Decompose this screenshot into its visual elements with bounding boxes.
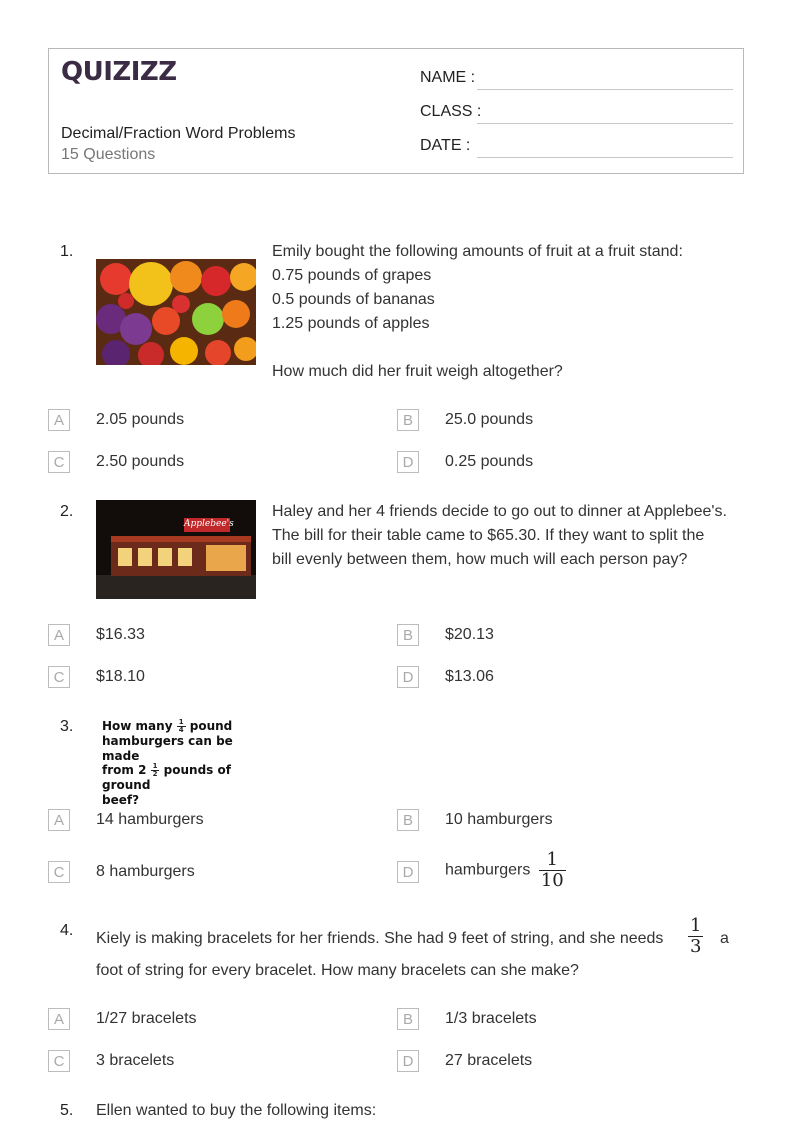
option-d-box[interactable]: D <box>397 1050 419 1072</box>
fraction: $\frac{1}{10}$ <box>540 849 564 891</box>
option-b-box[interactable]: B <box>397 809 419 831</box>
fraction: $\frac{1}{3}$ <box>690 915 702 957</box>
option-d-box[interactable]: D <box>397 451 419 473</box>
question-number: 3. <box>60 718 74 735</box>
option-a-box[interactable]: A <box>48 624 70 646</box>
option-d-box[interactable]: D <box>397 861 419 883</box>
option-b-text: 25.0 pounds <box>445 411 534 428</box>
question-text-line1: Kiely is making bracelets for her friends. She had 9 feet of string, and she needs <box>96 930 664 947</box>
option-d-text: 0.25 pounds <box>445 453 534 470</box>
option-a-text: 1/27 bracelets <box>96 1010 197 1027</box>
question-line: 0.5 pounds of bananas <box>272 291 435 308</box>
option-d-text: $13.06 <box>445 668 494 685</box>
question-text: Ellen wanted to buy the following items: <box>96 1102 377 1119</box>
question-line: Emily bought the following amounts of fruit at a fruit stand: <box>272 243 683 260</box>
option-c-text: 8 hamburgers <box>96 863 195 880</box>
option-a-text: $16.33 <box>96 626 145 643</box>
restaurant-image <box>96 500 256 599</box>
option-c-text: 2.50 pounds <box>96 453 185 470</box>
option-c-box[interactable]: C <box>48 451 70 473</box>
option-c-text: 3 bracelets <box>96 1052 175 1069</box>
question-prompt: How much did her fruit weigh altogether? <box>272 363 563 380</box>
applebees-sign: Applebee's <box>184 519 234 529</box>
option-a-text: 14 hamburgers <box>96 811 204 828</box>
question-text-a: a <box>720 930 729 947</box>
question-line: 0.75 pounds of grapes <box>272 267 432 284</box>
fruit-image <box>96 259 256 365</box>
option-d-text: 27 bracelets <box>445 1052 533 1069</box>
option-b-text: $20.13 <box>445 626 494 643</box>
option-b-box[interactable]: B <box>397 409 419 431</box>
option-b-text: 10 hamburgers <box>445 811 553 828</box>
question-line: The bill for their table came to $65.30. If they want to split the <box>272 527 705 544</box>
quizizz-logo: QUIZIZZ <box>61 57 177 87</box>
option-a-box[interactable]: A <box>48 1008 70 1030</box>
option-b-box[interactable]: B <box>397 624 419 646</box>
option-c-box[interactable]: C <box>48 861 70 883</box>
option-c-box[interactable]: C <box>48 1050 70 1072</box>
option-b-text: 1/3 bracelets <box>445 1010 537 1027</box>
question-image: How many $\frac{1}{4}$ pound hamburgers can be made from 2 $\frac{1}{2}$ pounds of ground beef? <box>102 718 233 807</box>
question-line: 1.25 pounds of apples <box>272 315 430 332</box>
option-d-text: hamburgers $\frac{1}{10}$ <box>445 849 564 891</box>
name-label: NAME : <box>420 69 476 86</box>
option-d-box[interactable]: D <box>397 666 419 688</box>
option-c-box[interactable]: C <box>48 666 70 688</box>
date-label: DATE : <box>420 137 471 154</box>
worksheet-title: Decimal/Fraction Word Problems <box>61 125 296 142</box>
question-number: 2. <box>60 503 74 520</box>
question-line: bill evenly between them, how much will each person pay? <box>272 551 688 568</box>
question-text-line2: foot of string for every bracelet. How many bracelets can she make? <box>96 962 579 979</box>
class-line <box>477 123 733 124</box>
question-number: 5. <box>60 1102 74 1119</box>
option-c-text: $18.10 <box>96 668 145 685</box>
date-line <box>477 157 733 158</box>
option-a-box[interactable]: A <box>48 809 70 831</box>
question-text <box>272 240 732 384</box>
question-number: 4. <box>60 922 74 939</box>
question-number: 1. <box>60 243 74 260</box>
option-a-text: 2.05 pounds <box>96 411 185 428</box>
question-text <box>272 500 752 572</box>
question-count: 15 Questions <box>61 146 156 163</box>
worksheet-header <box>48 48 744 174</box>
name-line <box>477 89 733 90</box>
class-label: CLASS : <box>420 103 482 120</box>
question-line: Haley and her 4 friends decide to go out to dinner at Applebee's. <box>272 503 727 520</box>
option-b-box[interactable]: B <box>397 1008 419 1030</box>
option-a-box[interactable]: A <box>48 409 70 431</box>
